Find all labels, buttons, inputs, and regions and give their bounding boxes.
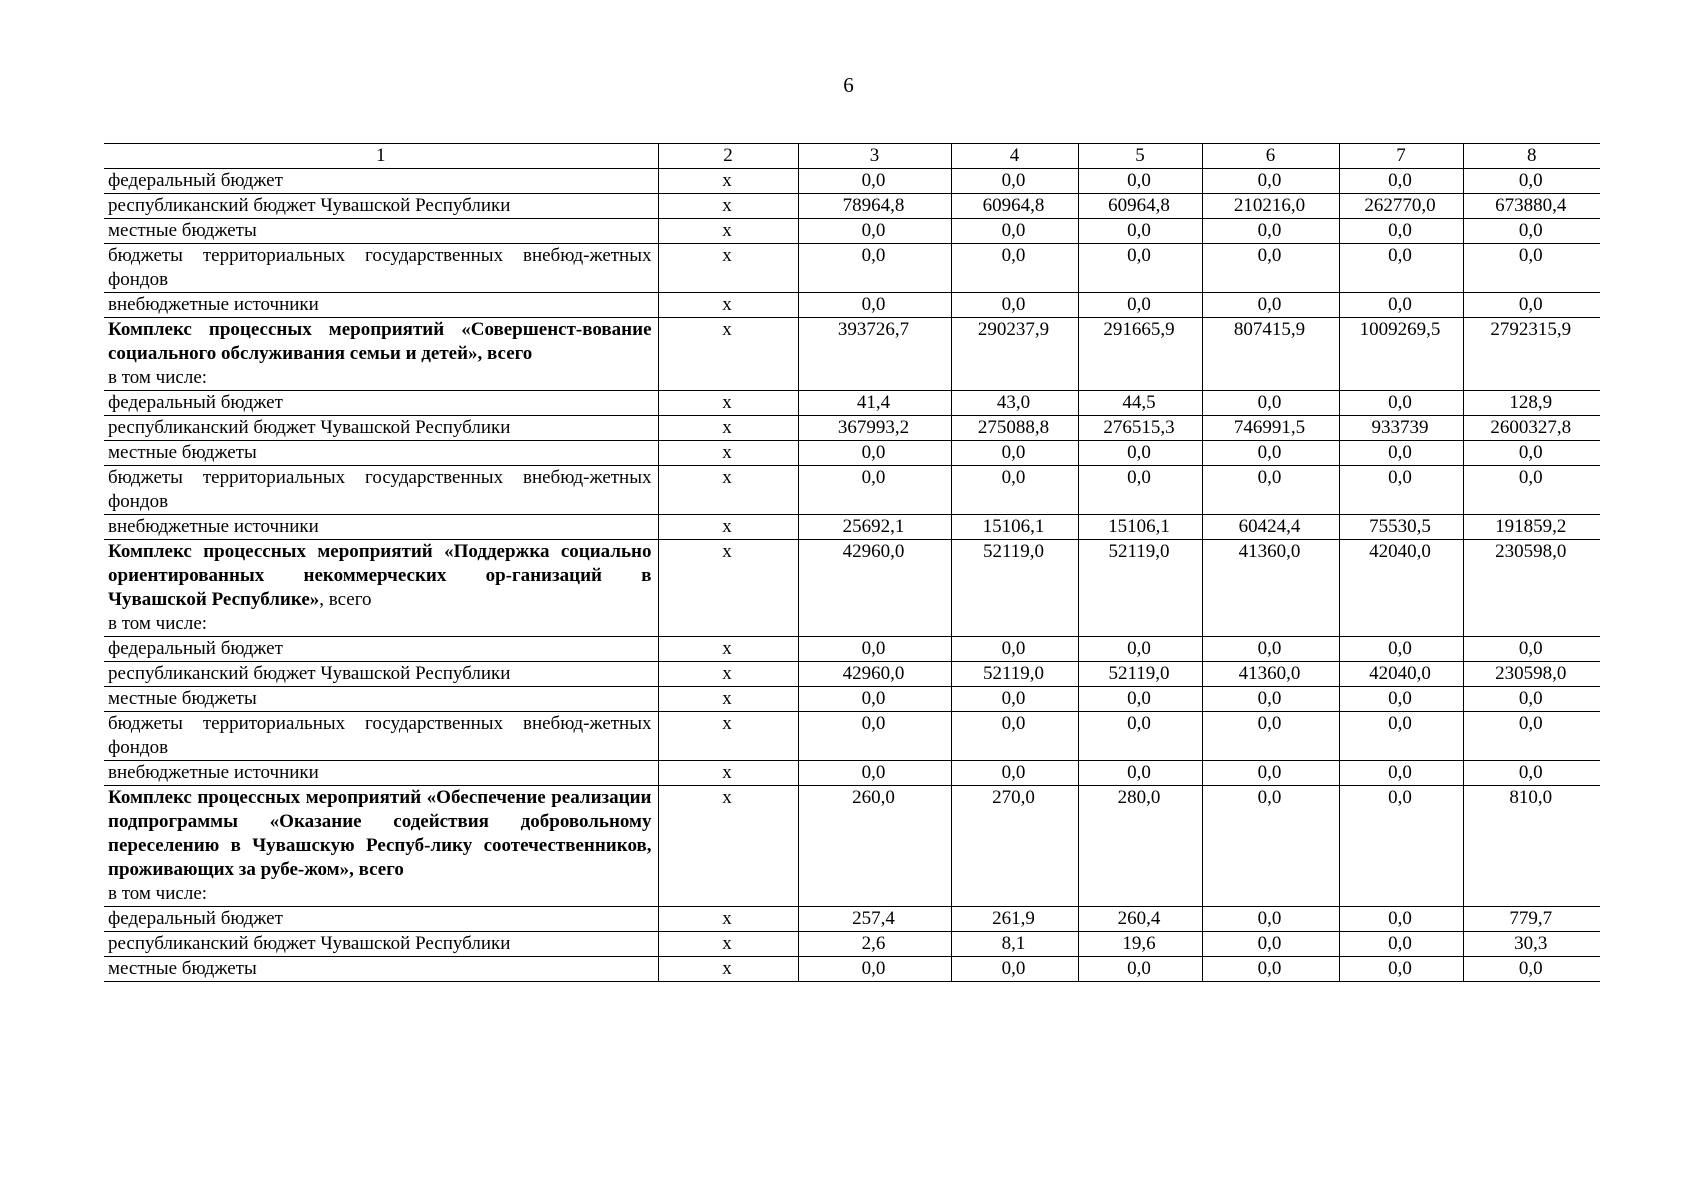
- row-subtitle: в том числе:: [108, 883, 208, 904]
- table-row: [104, 169, 1600, 194]
- row-value-cell: 52119,0: [951, 540, 1078, 637]
- row-value-cell: 0,0: [1078, 687, 1202, 712]
- row-value-cell: 0,0: [1463, 293, 1600, 318]
- row-value-cell: 2600327,8: [1463, 416, 1600, 441]
- row-value-cell: 0,0: [951, 712, 1078, 761]
- row-code-cell: х: [658, 515, 798, 540]
- row-value-cell: 43,0: [951, 391, 1078, 416]
- row-subtitle: в том числе:: [108, 367, 208, 388]
- row-value-cell: 0,0: [1202, 466, 1339, 515]
- row-name: федеральный бюджет: [108, 638, 283, 659]
- row-value-cell: 261,9: [951, 907, 1078, 932]
- row-name: внебюджетные источники: [108, 762, 319, 783]
- row-value-cell: 0,0: [798, 219, 951, 244]
- row-name: местные бюджеты: [108, 958, 257, 979]
- row-value-cell: 0,0: [1463, 761, 1600, 786]
- row-value-cell: 746991,5: [1202, 416, 1339, 441]
- table-header: [104, 144, 1600, 169]
- row-value-cell: 0,0: [1339, 293, 1463, 318]
- row-value-cell: 0,0: [1078, 957, 1202, 982]
- header-cell: 1: [104, 144, 658, 169]
- row-value-cell: 0,0: [1202, 761, 1339, 786]
- row-value-cell: 0,0: [951, 244, 1078, 293]
- row-value-cell: 0,0: [1078, 761, 1202, 786]
- row-value-cell: 15106,1: [1078, 515, 1202, 540]
- row-value-cell: 0,0: [1339, 637, 1463, 662]
- row-value-cell: 0,0: [1339, 169, 1463, 194]
- row-value-cell: 78964,8: [798, 194, 951, 219]
- row-name-cell: [104, 219, 658, 244]
- row-name: федеральный бюджет: [108, 170, 283, 191]
- row-value-cell: 673880,4: [1463, 194, 1600, 219]
- row-value-cell: 0,0: [951, 637, 1078, 662]
- header-cell: 4: [951, 144, 1078, 169]
- row-code-cell: х: [658, 194, 798, 219]
- page-number: 6: [843, 73, 854, 97]
- row-name-cell: [104, 540, 658, 637]
- table-row: [104, 441, 1600, 466]
- row-value-cell: 0,0: [798, 761, 951, 786]
- row-value-cell: 0,0: [1339, 391, 1463, 416]
- row-code-cell: х: [658, 441, 798, 466]
- row-value-cell: 0,0: [798, 441, 951, 466]
- row-value-cell: 210216,0: [1202, 194, 1339, 219]
- row-value-cell: 0,0: [951, 293, 1078, 318]
- row-code-cell: х: [658, 786, 798, 907]
- row-code-cell: х: [658, 761, 798, 786]
- row-value-cell: 0,0: [798, 957, 951, 982]
- row-name-cell: [104, 932, 658, 957]
- table-row-group: [104, 540, 1600, 637]
- row-name: бюджеты территориальных государственных внебюд-жетных фондов: [108, 245, 652, 290]
- row-value-cell: 60424,4: [1202, 515, 1339, 540]
- row-value-cell: 0,0: [1463, 219, 1600, 244]
- row-value-cell: 1009269,5: [1339, 318, 1463, 391]
- row-value-cell: 0,0: [1202, 786, 1339, 907]
- table-row: [104, 637, 1600, 662]
- row-name: Комплекс процессных мероприятий «Совершенст-вование социального обслуживания семьи и детей», всего: [108, 319, 652, 364]
- row-value-cell: 257,4: [798, 907, 951, 932]
- row-value-cell: 0,0: [1078, 169, 1202, 194]
- row-value-cell: 0,0: [951, 761, 1078, 786]
- row-name: республиканский бюджет Чувашской Республики: [108, 417, 511, 438]
- row-value-cell: 25692,1: [798, 515, 951, 540]
- row-value-cell: 0,0: [1339, 761, 1463, 786]
- row-value-cell: 0,0: [1078, 441, 1202, 466]
- header-row: [104, 144, 1600, 169]
- row-value-cell: 0,0: [1463, 441, 1600, 466]
- row-name-cell: [104, 244, 658, 293]
- row-code-cell: х: [658, 391, 798, 416]
- header-cell: 7: [1339, 144, 1463, 169]
- header-cell: 3: [798, 144, 951, 169]
- row-name: республиканский бюджет Чувашской Республики: [108, 663, 511, 684]
- row-name: бюджеты территориальных государственных внебюд-жетных фондов: [108, 713, 652, 758]
- row-value-cell: 42960,0: [798, 662, 951, 687]
- table-row: [104, 219, 1600, 244]
- row-name: местные бюджеты: [108, 220, 257, 241]
- row-name: республиканский бюджет Чувашской Республики: [108, 195, 511, 216]
- row-value-cell: 0,0: [1202, 441, 1339, 466]
- row-value-cell: 0,0: [798, 466, 951, 515]
- table-row: [104, 244, 1600, 293]
- row-value-cell: 0,0: [1078, 466, 1202, 515]
- row-value-cell: 367993,2: [798, 416, 951, 441]
- row-value-cell: 0,0: [1463, 637, 1600, 662]
- table-row: [104, 687, 1600, 712]
- table-row: [104, 194, 1600, 219]
- row-value-cell: 0,0: [1078, 244, 1202, 293]
- row-value-cell: 230598,0: [1463, 662, 1600, 687]
- row-value-cell: 0,0: [1202, 932, 1339, 957]
- row-code-cell: х: [658, 712, 798, 761]
- row-value-cell: 290237,9: [951, 318, 1078, 391]
- row-value-cell: 0,0: [951, 687, 1078, 712]
- row-value-cell: 30,3: [1463, 932, 1600, 957]
- row-value-cell: 0,0: [1339, 219, 1463, 244]
- row-name-cell: [104, 416, 658, 441]
- row-value-cell: 60964,8: [1078, 194, 1202, 219]
- header-cell: 8: [1463, 144, 1600, 169]
- row-value-cell: 0,0: [1463, 169, 1600, 194]
- header-cell: 5: [1078, 144, 1202, 169]
- table-row: [104, 293, 1600, 318]
- table-row: [104, 662, 1600, 687]
- row-value-cell: 2792315,9: [1463, 318, 1600, 391]
- row-value-cell: 0,0: [1339, 712, 1463, 761]
- row-name: внебюджетные источники: [108, 294, 319, 315]
- row-value-cell: 260,4: [1078, 907, 1202, 932]
- row-name: Комплекс процессных мероприятий «Поддержка социально ориентированных некоммерческих ор-ганизаций в Чувашской Республике»: [108, 541, 652, 610]
- row-value-cell: 0,0: [1463, 957, 1600, 982]
- row-value-cell: 0,0: [798, 687, 951, 712]
- row-value-cell: 0,0: [1202, 244, 1339, 293]
- row-value-cell: 0,0: [951, 169, 1078, 194]
- table-row-group: [104, 786, 1600, 907]
- row-value-cell: 0,0: [1339, 441, 1463, 466]
- row-code-cell: х: [658, 416, 798, 441]
- row-value-cell: 0,0: [1078, 637, 1202, 662]
- row-value-cell: 0,0: [798, 244, 951, 293]
- row-value-cell: 0,0: [951, 219, 1078, 244]
- row-name: федеральный бюджет: [108, 908, 283, 929]
- row-value-cell: 260,0: [798, 786, 951, 907]
- row-value-cell: 0,0: [1339, 932, 1463, 957]
- row-name-cell: [104, 637, 658, 662]
- row-value-cell: 0,0: [1202, 712, 1339, 761]
- row-name-cell: [104, 466, 658, 515]
- row-code-cell: х: [658, 637, 798, 662]
- row-value-cell: 15106,1: [951, 515, 1078, 540]
- header-cell: 2: [658, 144, 798, 169]
- row-name: внебюджетные источники: [108, 516, 319, 537]
- row-value-cell: 230598,0: [1463, 540, 1600, 637]
- row-value-cell: 262770,0: [1339, 194, 1463, 219]
- row-name-cell: [104, 293, 658, 318]
- row-value-cell: 0,0: [1339, 786, 1463, 907]
- row-value-cell: 42040,0: [1339, 540, 1463, 637]
- row-code-cell: х: [658, 318, 798, 391]
- row-value-cell: 0,0: [798, 293, 951, 318]
- row-value-cell: 0,0: [1202, 907, 1339, 932]
- row-value-cell: 0,0: [1339, 687, 1463, 712]
- table-row: [104, 957, 1600, 982]
- row-value-cell: 128,9: [1463, 391, 1600, 416]
- budget-table: [104, 143, 1600, 982]
- row-value-cell: 291665,9: [1078, 318, 1202, 391]
- row-value-cell: 52119,0: [1078, 662, 1202, 687]
- table-row-group: [104, 318, 1600, 391]
- row-value-cell: 19,6: [1078, 932, 1202, 957]
- row-value-cell: 41360,0: [1202, 540, 1339, 637]
- row-code-cell: х: [658, 957, 798, 982]
- row-name: федеральный бюджет: [108, 392, 283, 413]
- table-body: [104, 169, 1600, 982]
- row-code-cell: х: [658, 169, 798, 194]
- table-row: [104, 466, 1600, 515]
- row-value-cell: 0,0: [1202, 391, 1339, 416]
- row-value-cell: 0,0: [1339, 957, 1463, 982]
- table-row: [104, 761, 1600, 786]
- row-value-cell: 810,0: [1463, 786, 1600, 907]
- row-name: местные бюджеты: [108, 688, 257, 709]
- table-row: [104, 907, 1600, 932]
- row-name-cell: [104, 712, 658, 761]
- row-value-cell: 0,0: [951, 466, 1078, 515]
- row-code-cell: х: [658, 907, 798, 932]
- row-value-cell: 8,1: [951, 932, 1078, 957]
- row-subtitle: в том числе:: [108, 613, 208, 634]
- row-value-cell: 933739: [1339, 416, 1463, 441]
- table-row: [104, 391, 1600, 416]
- row-name-cell: [104, 169, 658, 194]
- row-value-cell: 2,6: [798, 932, 951, 957]
- table-row: [104, 712, 1600, 761]
- row-value-cell: 75530,5: [1339, 515, 1463, 540]
- row-code-cell: х: [658, 219, 798, 244]
- row-name-cell: [104, 907, 658, 932]
- row-name-cell: [104, 194, 658, 219]
- row-value-cell: 41360,0: [1202, 662, 1339, 687]
- row-value-cell: 42040,0: [1339, 662, 1463, 687]
- row-value-cell: 275088,8: [951, 416, 1078, 441]
- row-value-cell: 0,0: [1339, 466, 1463, 515]
- row-value-cell: 0,0: [798, 169, 951, 194]
- row-code-cell: х: [658, 662, 798, 687]
- row-name-cell: [104, 391, 658, 416]
- row-value-cell: 0,0: [1078, 293, 1202, 318]
- row-name: республиканский бюджет Чувашской Республики: [108, 933, 511, 954]
- row-value-cell: 44,5: [1078, 391, 1202, 416]
- row-code-cell: х: [658, 293, 798, 318]
- row-value-cell: 0,0: [798, 637, 951, 662]
- row-name: Комплекс процессных мероприятий «Обеспечение реализации подпрограммы «Оказание содействия добровольному переселению в Чувашскую Респуб-лику соотечественников, проживающих за рубе-жом», всего: [108, 787, 652, 880]
- row-name-cell: [104, 515, 658, 540]
- row-value-cell: 393726,7: [798, 318, 951, 391]
- row-value-cell: 42960,0: [798, 540, 951, 637]
- row-name-cell: [104, 786, 658, 907]
- row-value-cell: 270,0: [951, 786, 1078, 907]
- row-code-cell: х: [658, 687, 798, 712]
- row-value-cell: 280,0: [1078, 786, 1202, 907]
- row-value-cell: 0,0: [1202, 169, 1339, 194]
- row-value-cell: 52119,0: [951, 662, 1078, 687]
- row-value-cell: 0,0: [951, 441, 1078, 466]
- row-value-cell: 60964,8: [951, 194, 1078, 219]
- row-code-cell: х: [658, 466, 798, 515]
- row-value-cell: 779,7: [1463, 907, 1600, 932]
- row-code-cell: х: [658, 244, 798, 293]
- row-value-cell: 41,4: [798, 391, 951, 416]
- row-name: местные бюджеты: [108, 442, 257, 463]
- row-name: бюджеты территориальных государственных внебюд-жетных фондов: [108, 467, 652, 512]
- header-cell: 6: [1202, 144, 1339, 169]
- row-name-cell: [104, 957, 658, 982]
- row-value-cell: 0,0: [1078, 219, 1202, 244]
- row-value-cell: 0,0: [1202, 637, 1339, 662]
- row-name-cell: [104, 318, 658, 391]
- row-value-cell: 0,0: [951, 957, 1078, 982]
- row-code-cell: х: [658, 540, 798, 637]
- row-name-cell: [104, 441, 658, 466]
- row-value-cell: 276515,3: [1078, 416, 1202, 441]
- table-row: [104, 932, 1600, 957]
- row-value-cell: 0,0: [1339, 907, 1463, 932]
- row-name-cell: [104, 761, 658, 786]
- row-value-cell: 52119,0: [1078, 540, 1202, 637]
- row-value-cell: 0,0: [1078, 712, 1202, 761]
- row-name-cell: [104, 662, 658, 687]
- row-value-cell: 0,0: [1202, 957, 1339, 982]
- row-value-cell: 807415,9: [1202, 318, 1339, 391]
- table-row: [104, 515, 1600, 540]
- row-value-cell: 0,0: [1463, 244, 1600, 293]
- row-code-cell: х: [658, 932, 798, 957]
- row-value-cell: 0,0: [1463, 466, 1600, 515]
- row-value-cell: 0,0: [1463, 712, 1600, 761]
- row-value-cell: 0,0: [1202, 687, 1339, 712]
- row-value-cell: 191859,2: [1463, 515, 1600, 540]
- row-value-cell: 0,0: [1463, 687, 1600, 712]
- row-value-cell: 0,0: [1339, 244, 1463, 293]
- row-name-cell: [104, 687, 658, 712]
- row-value-cell: 0,0: [1202, 219, 1339, 244]
- row-name-tail: , всего: [319, 589, 372, 610]
- table-row: [104, 416, 1600, 441]
- row-value-cell: 0,0: [1202, 293, 1339, 318]
- row-value-cell: 0,0: [798, 712, 951, 761]
